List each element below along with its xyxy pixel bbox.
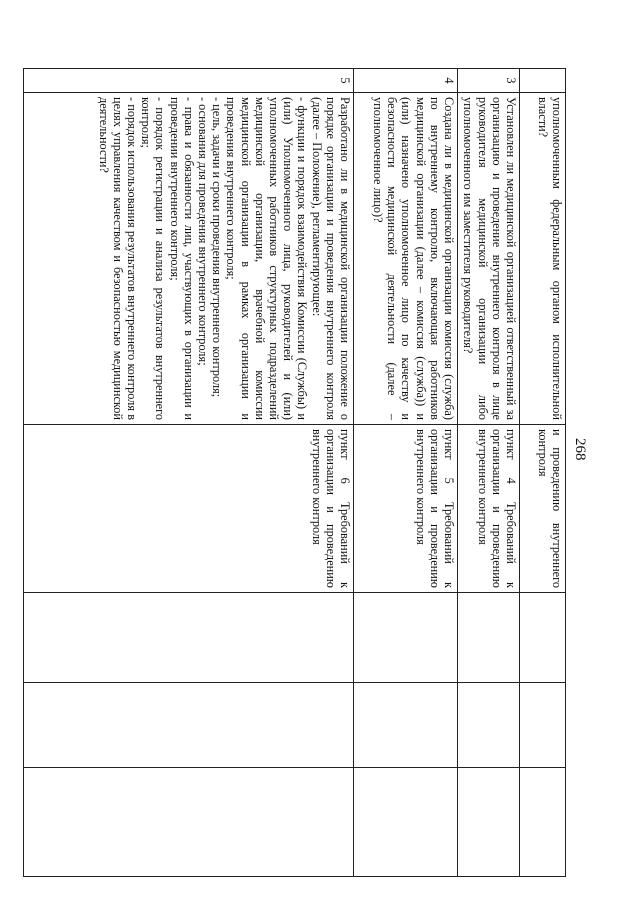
answer-yes-cell <box>520 593 566 683</box>
table-row <box>24 69 354 877</box>
row-number <box>520 69 566 93</box>
row-number: 5 <box>24 69 354 93</box>
row-basis: пункт 4 Требований к организации и проведению внутреннего контроля <box>458 425 520 593</box>
question-list-item: - функции и порядок взаимодействия Комиссии (Службы) и (или) Уполномоченного лица, руководителей и (или) уполномоченных работников структурных подразделений медицинской организации, врачебной комиссии медицинской организации в рамках организации и проведения внутреннего контроля; <box>224 97 310 420</box>
answer-yes-cell <box>24 593 354 683</box>
note-cell <box>520 768 566 877</box>
answer-yes-cell <box>354 593 458 683</box>
answer-no-cell <box>458 683 520 768</box>
note-cell <box>458 768 520 877</box>
question-list-item: - порядок регистрации и анализа результатов внутреннего контроля; <box>139 97 168 420</box>
answer-no-cell <box>354 683 458 768</box>
row-question: Создана ли в медицинской организации комиссия (служба) по внутреннему контролю, включающая работников медицинской организации (далее – комиссия (служба)) и (или) назначено уполномоченное лицо по качеству и безопасности медицинской деятельности (далее – уполномоченное лицо)? <box>354 93 458 425</box>
table-row <box>458 69 520 877</box>
note-cell <box>24 768 354 877</box>
row-question: уполномоченным федеральным органом исполнительной власти? <box>520 93 566 425</box>
row-question: Установлен ли медицинской организацией ответственный за организацию и проведение внутреннего контроля в лице руководителя медицинской организации либо уполномоченного им заместителя руководителя? <box>458 93 520 425</box>
row-number: 3 <box>458 69 520 93</box>
table-row <box>354 69 458 877</box>
page-number: 268 <box>572 438 588 461</box>
question-list-item: - порядок использования результатов внутреннего контроля в целях управления качеством и безопасностью медицинской деятельности? <box>96 97 139 420</box>
answer-yes-cell <box>458 593 520 683</box>
table-row <box>520 69 566 877</box>
question-list-item: - основания для проведения внутреннего контроля; <box>195 97 210 366</box>
row-number: 4 <box>354 69 458 93</box>
question-intro: Разработано ли в медицинской организации положение о порядке организации и проведения внутреннего контроля (далее – Положение), регламентирующее: <box>309 97 352 420</box>
row-basis: пункт 6 Требований к организации и проведению внутреннего контроля <box>24 425 354 593</box>
row-question-list <box>24 93 354 425</box>
note-cell <box>354 768 458 877</box>
question-list-item: - цель, задачи и сроки проведения внутреннего контроля; <box>210 97 225 398</box>
answer-no-cell <box>520 683 566 768</box>
question-list-item: - права и обязанности лиц, участвующих в организации и проведении внутреннего контроля; <box>167 97 196 420</box>
row-basis: пункт 5 Требований к организации и проведению внутреннего контроля <box>354 425 458 593</box>
answer-no-cell <box>24 683 354 768</box>
checklist-table <box>23 68 566 877</box>
row-basis: и проведению внутреннего контроля <box>520 425 566 593</box>
